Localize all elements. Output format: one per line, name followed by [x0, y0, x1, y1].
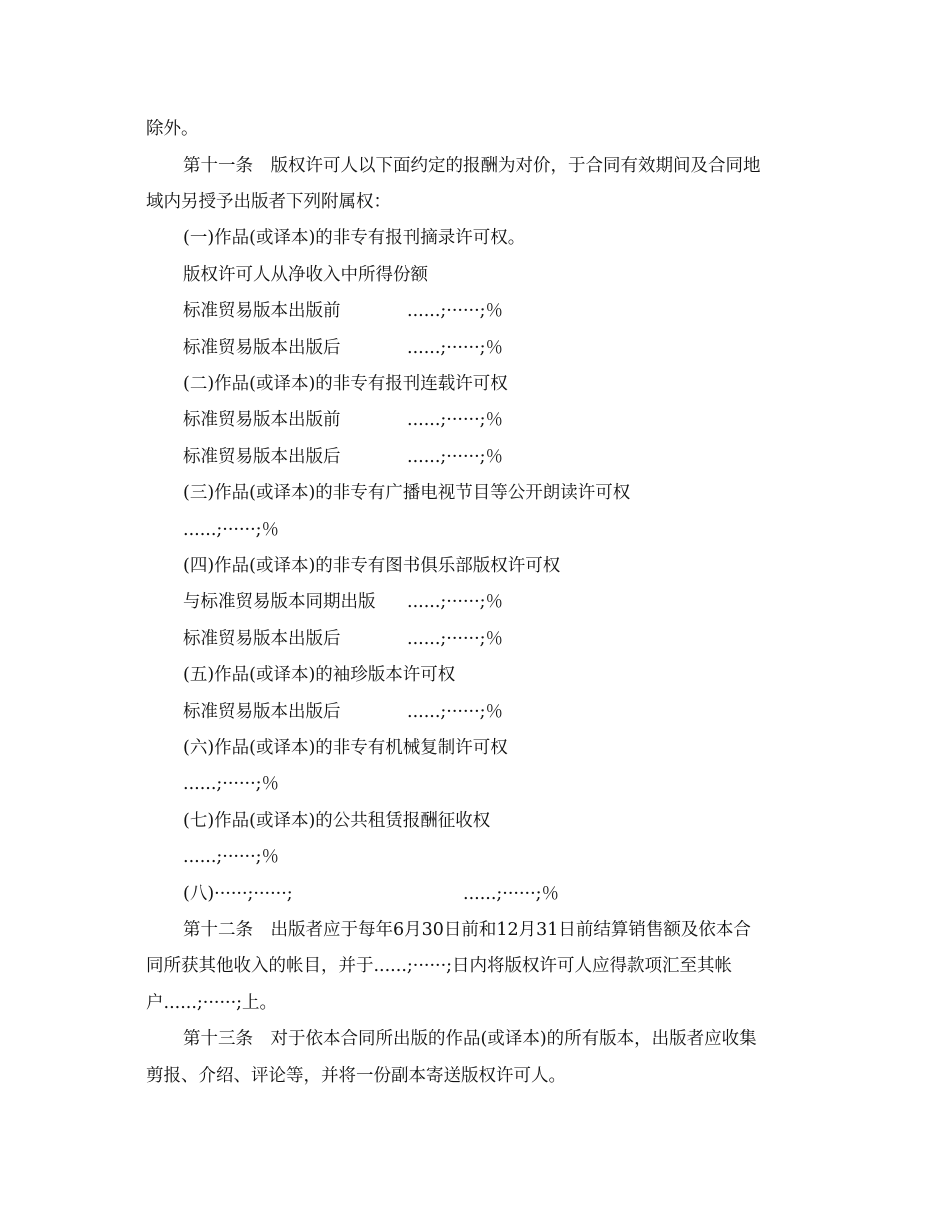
share-blank: ......;······;％ — [407, 702, 504, 722]
share-blank: ......;······;％ — [407, 410, 504, 430]
share-label: 标准贸易版本出版后 — [183, 338, 341, 358]
share-row — [183, 445, 863, 469]
share-label: 标准贸易版本出版后 — [183, 702, 341, 722]
share-row — [183, 336, 863, 360]
share-blank: ......;······;％ — [407, 338, 504, 358]
text-line: 同所获其他收入的帐目，并于......;······;日内将版权许可人应得款项汇至其帐 — [146, 956, 733, 976]
clause-6: (六)作品(或译本)的非专有机械复制许可权 — [183, 738, 508, 758]
clause-1: (一)作品(或译本)的非专有报刊摘录许可权。 — [183, 228, 526, 248]
share-label: 标准贸易版本出版前 — [183, 301, 341, 321]
clause-5: (五)作品(或译本)的袖珍版本许可权 — [183, 665, 456, 685]
share-blank: ......;······;％ — [463, 884, 560, 904]
share-label: 标准贸易版本出版后 — [183, 629, 341, 649]
share-row — [183, 627, 863, 651]
text-line: 剪报、介绍、评论等，并将一份副本寄送版权许可人。 — [146, 1066, 566, 1086]
text-line: 户......;······;上。 — [146, 993, 278, 1013]
share-row — [183, 408, 863, 432]
text-line: 域内另授予出版者下列附属权： — [146, 192, 391, 212]
share-row — [183, 882, 863, 906]
text-line: 版权许可人从净收入中所得份额 — [183, 265, 428, 285]
share-blank: ......;······;％ — [407, 629, 504, 649]
share-blank: ......;······;％ — [183, 520, 280, 540]
share-row — [183, 299, 863, 323]
share-blank: ......;······;％ — [407, 447, 504, 467]
share-row — [183, 700, 863, 724]
share-label: 标准贸易版本出版前 — [183, 410, 341, 430]
share-label: 标准贸易版本出版后 — [183, 447, 341, 467]
text-line: 除外。 — [146, 119, 199, 139]
article-12-heading: 第十二条 出版者应于每年6月30日前和12月31日前结算销售额及依本合 — [183, 920, 751, 940]
share-blank: ......;······;％ — [407, 592, 504, 612]
clause-4: (四)作品(或译本)的非专有图书俱乐部版权许可权 — [183, 556, 561, 576]
article-11-heading: 第十一条 版权许可人以下面约定的报酬为对价，于合同有效期间及合同地 — [183, 156, 761, 176]
clause-2: (二)作品(或译本)的非专有报刊连载许可权 — [183, 374, 508, 394]
share-row — [183, 590, 863, 614]
share-blank: ......;······;％ — [183, 774, 280, 794]
article-13-heading: 第十三条 对于依本合同所出版的作品(或译本)的所有版本，出版者应收集 — [183, 1029, 757, 1049]
share-label: 与标准贸易版本同期出版 — [183, 592, 376, 612]
clause-3: (三)作品(或译本)的非专有广播电视节目等公开朗读许可权 — [183, 483, 631, 503]
share-blank: ......;······;％ — [183, 847, 280, 867]
clause-8-label: (八)······;······; — [183, 884, 293, 904]
clause-7: (七)作品(或译本)的公共租赁报酬征收权 — [183, 811, 491, 831]
share-blank: ......;······;％ — [407, 301, 504, 321]
